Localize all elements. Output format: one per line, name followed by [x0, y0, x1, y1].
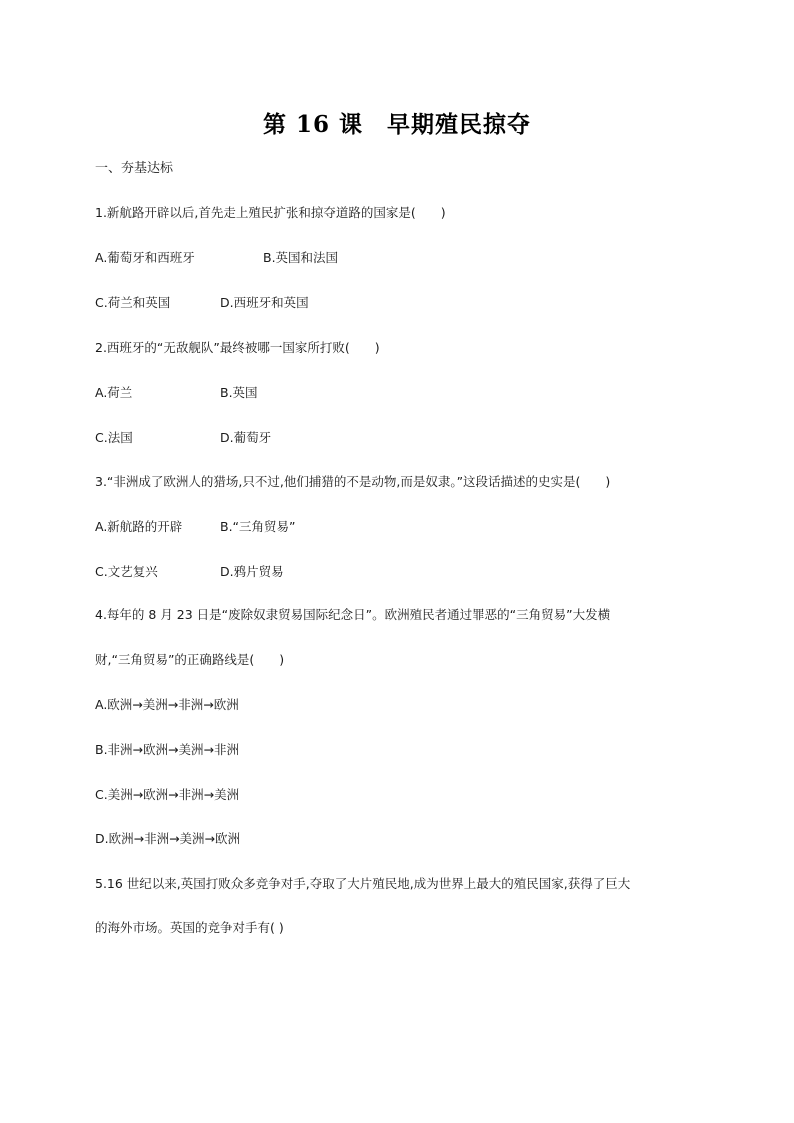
question-4-option-b: B.非洲→欧洲→美洲→非洲: [95, 742, 239, 757]
option-a: A.新航路的开辟: [95, 519, 183, 534]
question-3-options-row-2: [95, 564, 284, 580]
option-b: B.“三角贸易”: [220, 519, 296, 534]
question-5-stem-line-1: 5.16 世纪以来,英国打败众多竞争对手,夺取了大片殖民地,成为世界上最大的殖民国家,获得了巨大: [95, 876, 631, 891]
question-2-options-row-1: [95, 385, 258, 401]
question-4-option-c: C.美洲→欧洲→非洲→美洲: [95, 787, 240, 802]
option-c: C.荷兰和英国: [95, 295, 171, 310]
page-title: 第 16 课 早期殖民掠夺: [262, 111, 532, 138]
question-4-stem-line-2: 财,“三角贸易”的正确路线是( ): [95, 652, 285, 667]
option-c: C.法国: [95, 430, 133, 445]
option-a: A.荷兰: [95, 385, 133, 400]
question-2-stem: 2.西班牙的“无敌舰队”最终被哪一国家所打败( ): [95, 340, 380, 355]
option-b: B.英国: [220, 385, 258, 400]
question-1-stem: 1.新航路开辟以后,首先走上殖民扩张和掠夺道路的国家是( ): [95, 205, 446, 220]
question-4-option-a: A.欧洲→美洲→非洲→欧洲: [95, 697, 239, 712]
option-d: D.西班牙和英国: [220, 295, 309, 310]
question-1-options-row-1: [95, 250, 338, 266]
option-b: B.英国和法国: [263, 250, 339, 265]
question-5-stem-line-2: 的海外市场。英国的竞争对手有( ): [95, 920, 284, 935]
question-4-stem-line-1: 4.每年的 8 月 23 日是“废除奴隶贸易国际纪念日”。欧洲殖民者通过罪恶的“三角贸易”大发横: [95, 607, 611, 622]
question-2-options-row-2: [95, 430, 271, 446]
question-3-options-row-1: [95, 519, 296, 535]
option-d: D.鸦片贸易: [220, 564, 284, 579]
question-4-option-d: D.欧洲→非洲→美洲→欧洲: [95, 831, 241, 846]
option-c: C.文艺复兴: [95, 564, 158, 579]
option-a: A.葡萄牙和西班牙: [95, 250, 195, 265]
question-1-options-row-2: [95, 295, 309, 311]
option-d: D.葡萄牙: [220, 430, 272, 445]
question-3-stem: 3.“非洲成了欧洲人的猎场,只不过,他们捕猎的不是动物,而是奴隶。”这段话描述的史实是( ): [95, 474, 611, 489]
section-heading: 一、夯基达标: [95, 161, 174, 176]
